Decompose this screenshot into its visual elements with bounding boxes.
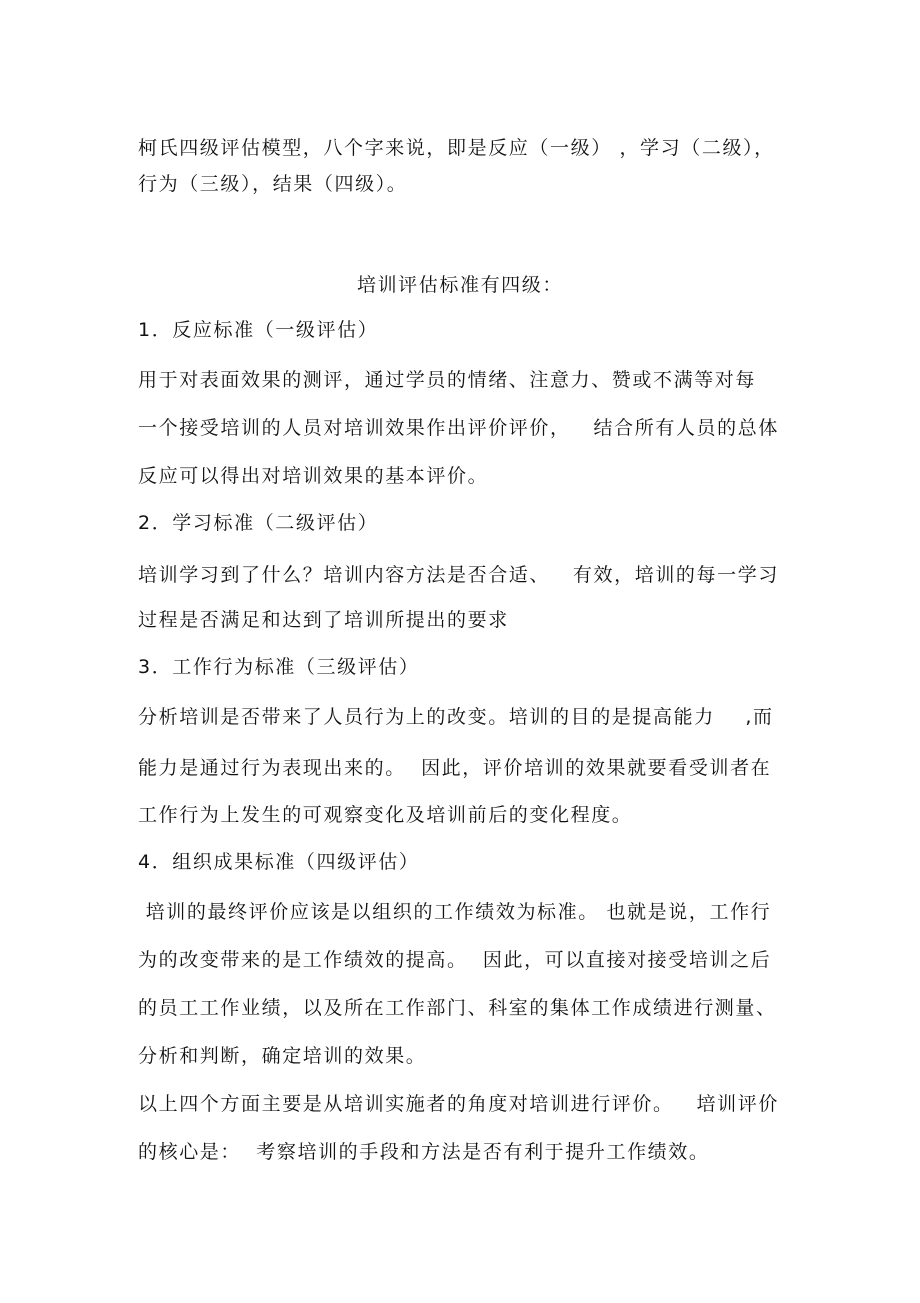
- section-title: 4．组织成果标准（四级评估）: [138, 851, 420, 873]
- section-title: 1．反应标准（一级评估）: [138, 319, 379, 341]
- section-title: 3．工作行为标准（三级评估）: [138, 656, 420, 678]
- paragraph-line: 能力是通过行为表现出来的。 因此，评价培训的效果就要看受训者在: [138, 757, 772, 779]
- paragraph-line: 工作行为上发生的可观察变化及培训前后的变化程度。: [138, 804, 633, 826]
- paragraph-line: 为的改变带来的是工作绩效的提高。 因此，可以直接对接受培训之后: [138, 949, 772, 971]
- paragraph-line: 过程是否满足和达到了培训所提出的要求: [138, 609, 509, 631]
- section-title: 2．学习标准（二级评估）: [138, 512, 379, 534]
- paragraph-line: 分析培训是否带来了人员行为上的改变。培训的目的是提高能力 ,而: [138, 706, 774, 728]
- paragraph-line: 反应可以得出对培训效果的基本评价。: [138, 465, 489, 487]
- intro-line: 行为（三级），结果（四级）。: [138, 173, 408, 195]
- intro-line: 柯氏四级评估模型，八个字来说，即是反应（一级） ，学习（二级），: [138, 137, 775, 159]
- paragraph-line: 培训的最终评价应该是以组织的工作绩效为标准。 也就是说，工作行: [138, 901, 772, 923]
- paragraph-line: 培训学习到了什么？培训内容方法是否合适、 有效，培训的每一学习: [138, 564, 779, 586]
- conclusion-line: 的核心是： 考察培训的手段和方法是否有利于提升工作绩效。: [138, 1141, 710, 1163]
- paragraph-line: 用于对表面效果的测评，通过学员的情绪、注意力、赞或不满等对每: [138, 369, 757, 391]
- paragraph-line: 一个接受培训的人员对培训效果作出评价评价， 结合所有人员的总体: [138, 417, 779, 439]
- paragraph-line: 的员工工作业绩，以及所在工作部门、科室的集体工作成绩进行测量、: [138, 997, 777, 1019]
- conclusion-line: 以上四个方面主要是从培训实施者的角度对培训进行评价。 培训评价: [138, 1093, 779, 1115]
- section-heading: 培训评估标准有四级：: [356, 274, 563, 296]
- paragraph-line: 分析和判断，确定培训的效果。: [138, 1045, 427, 1067]
